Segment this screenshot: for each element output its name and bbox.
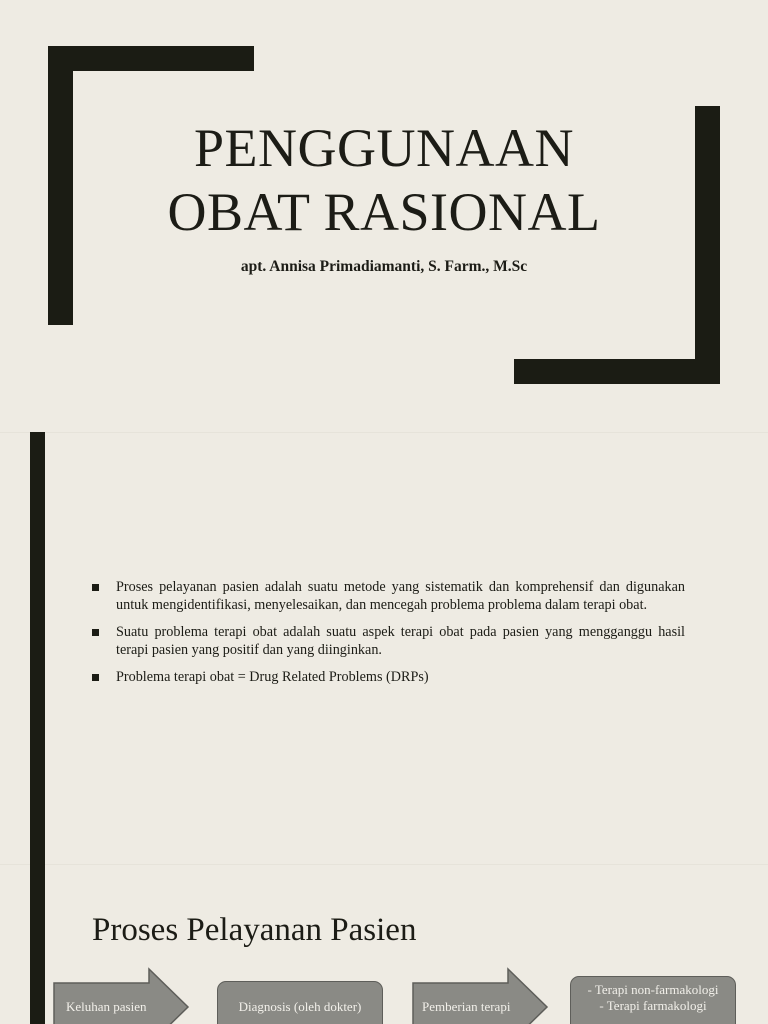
bullet-list bbox=[92, 578, 685, 695]
bullet-item bbox=[92, 668, 685, 686]
bullet-item bbox=[92, 623, 685, 659]
square-bullet-icon bbox=[92, 674, 99, 681]
process-title: Proses Pelayanan Pasien bbox=[92, 912, 417, 948]
title-slide bbox=[0, 0, 768, 432]
slide-title bbox=[0, 116, 768, 244]
flow-step-2 bbox=[217, 981, 383, 1024]
bullet-item bbox=[92, 578, 685, 614]
process-slide bbox=[0, 864, 768, 1024]
therapy-item: - Terapi non-farmakologi bbox=[587, 982, 719, 997]
author-name: apt. Annisa Primadiamanti, S. Farm., M.Sc bbox=[240, 258, 528, 275]
flow-step-2-label: Diagnosis (oleh dokter) bbox=[238, 999, 362, 1014]
flow-step-1: Keluhan pasien bbox=[66, 999, 147, 1014]
accent-left-bar bbox=[30, 864, 45, 1024]
frame-top-bar bbox=[48, 46, 254, 71]
therapy-item: - Terapi farmakologi bbox=[599, 998, 707, 1013]
accent-left-bar bbox=[30, 432, 45, 864]
flow-step-4 bbox=[570, 976, 736, 1024]
title-line-1: PENGGUNAAN bbox=[194, 118, 574, 178]
therapy-list bbox=[571, 977, 735, 1014]
definition-slide bbox=[0, 432, 768, 864]
square-bullet-icon bbox=[92, 584, 99, 591]
frame-bottom-bar bbox=[514, 359, 720, 384]
bullet-text: Problema terapi obat = Drug Related Problems (DRPs) bbox=[116, 669, 429, 685]
flow-step-3: Pemberian terapi bbox=[422, 999, 511, 1014]
bullet-text: Suatu problema terapi obat adalah suatu aspek terapi obat pada pasien yang mengganggu hasil terapi pasien yang positif dan yang diinginkan. bbox=[116, 624, 685, 658]
square-bullet-icon bbox=[92, 629, 99, 636]
title-line-2: OBAT RASIONAL bbox=[167, 182, 601, 242]
bullet-text: Proses pelayanan pasien adalah suatu metode yang sistematik dan komprehensif dan digunakan untuk mengidentifikasi, menyelesaikan, dan mencegah problema problema dalam terapi obat. bbox=[116, 579, 685, 613]
